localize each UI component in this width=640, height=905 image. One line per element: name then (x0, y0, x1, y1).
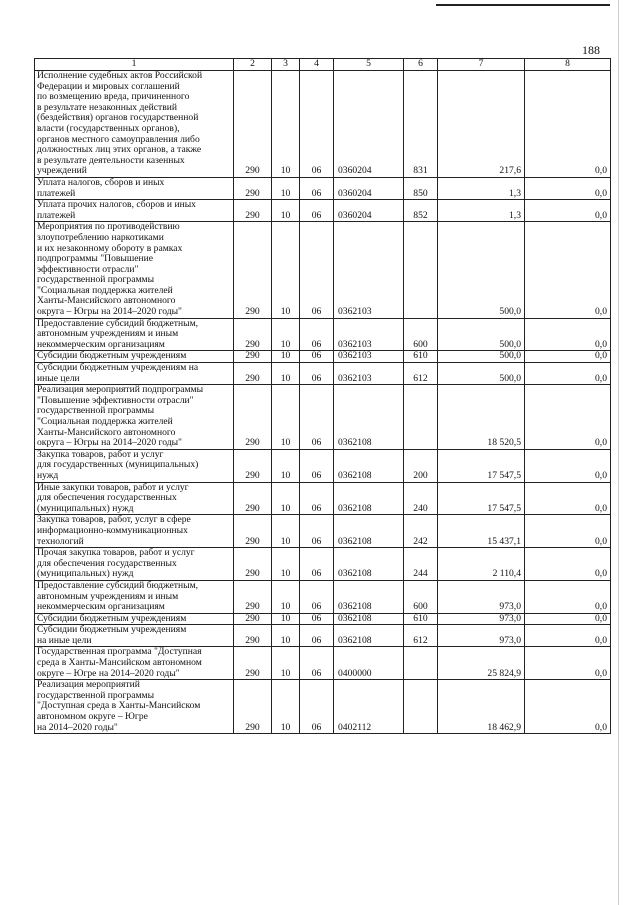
row-subsection: 06 (300, 482, 334, 515)
row-subsection: 06 (300, 680, 334, 734)
row-amount: 25 824,9 (438, 647, 525, 680)
row-target-article: 0362108 (334, 580, 404, 613)
row-amount: 17 547,5 (438, 482, 525, 515)
row-section: 10 (272, 385, 300, 450)
col-header-8: 8 (525, 59, 611, 71)
row-amount-2: 0,0 (525, 351, 611, 363)
row-amount-2: 0,0 (525, 580, 611, 613)
row-admin-code: 290 (234, 318, 272, 351)
row-target-article: 0362108 (334, 625, 404, 647)
row-section: 10 (272, 515, 300, 548)
row-subsection: 06 (300, 351, 334, 363)
row-target-article: 0360204 (334, 71, 404, 178)
row-subsection: 06 (300, 71, 334, 178)
row-amount-2: 0,0 (525, 482, 611, 515)
row-name: Субсидии бюджетным учреждениям (35, 351, 234, 363)
row-section: 10 (272, 449, 300, 482)
row-name: Субсидии бюджетным учреждениям на иные цели (35, 625, 234, 647)
row-amount: 18 520,5 (438, 385, 525, 450)
row-expense-type: 612 (404, 625, 438, 647)
row-name: Иные закупки товаров, работ и услуг для обеспечения государственных (муниципальных) нужд (35, 482, 234, 515)
row-subsection: 06 (300, 515, 334, 548)
row-amount-2: 0,0 (525, 449, 611, 482)
table-row (35, 647, 611, 680)
row-amount-2: 0,0 (525, 200, 611, 222)
row-admin-code: 290 (234, 200, 272, 222)
row-expense-type (404, 385, 438, 450)
row-name: Прочая закупка товаров, работ и услуг для обеспечения государственных (муниципальных) нужд (35, 548, 234, 581)
table-row (35, 385, 611, 450)
table-row (35, 318, 611, 351)
row-amount-2: 0,0 (525, 363, 611, 385)
row-section: 10 (272, 580, 300, 613)
table-row (35, 580, 611, 613)
row-amount: 500,0 (438, 222, 525, 318)
row-name: Уплата налогов, сборов и иных платежей (35, 177, 234, 199)
row-amount-2: 0,0 (525, 647, 611, 680)
row-section: 10 (272, 222, 300, 318)
row-section: 10 (272, 351, 300, 363)
row-subsection: 06 (300, 385, 334, 450)
row-amount: 973,0 (438, 613, 525, 625)
row-admin-code: 290 (234, 222, 272, 318)
row-amount: 217,6 (438, 71, 525, 178)
row-name: Уплата прочих налогов, сборов и иных платежей (35, 200, 234, 222)
row-target-article: 0362108 (334, 613, 404, 625)
row-expense-type: 852 (404, 200, 438, 222)
row-admin-code: 290 (234, 515, 272, 548)
row-subsection: 06 (300, 449, 334, 482)
table-row (35, 71, 611, 178)
row-amount-2: 0,0 (525, 680, 611, 734)
table-row (35, 548, 611, 581)
table-row (35, 625, 611, 647)
row-expense-type: 244 (404, 548, 438, 581)
row-section: 10 (272, 363, 300, 385)
row-name: Реализация мероприятий подпрограммы "Повышение эффективности отрасли" государственной программы "Социальная поддержка жителей Ханты-Мансийского автономного округа – Югры на 2014–2020 годы" (35, 385, 234, 450)
row-expense-type: 600 (404, 580, 438, 613)
row-section: 10 (272, 177, 300, 199)
row-admin-code: 290 (234, 548, 272, 581)
row-admin-code: 290 (234, 613, 272, 625)
col-header-1: 1 (35, 59, 234, 71)
table-row (35, 177, 611, 199)
row-section: 10 (272, 71, 300, 178)
table-row (35, 680, 611, 734)
row-name: Субсидии бюджетным учреждениям (35, 613, 234, 625)
header-row (35, 59, 611, 71)
row-expense-type: 240 (404, 482, 438, 515)
col-header-3: 3 (272, 59, 300, 71)
row-amount-2: 0,0 (525, 177, 611, 199)
row-amount-2: 0,0 (525, 613, 611, 625)
row-target-article: 0362108 (334, 482, 404, 515)
row-expense-type (404, 680, 438, 734)
row-admin-code: 290 (234, 71, 272, 178)
table-row (35, 613, 611, 625)
row-amount-2: 0,0 (525, 71, 611, 178)
row-target-article: 0360204 (334, 177, 404, 199)
row-amount-2: 0,0 (525, 222, 611, 318)
row-admin-code: 290 (234, 177, 272, 199)
row-expense-type (404, 647, 438, 680)
row-name: Субсидии бюджетным учреждениям на иные цели (35, 363, 234, 385)
row-expense-type: 831 (404, 71, 438, 178)
budget-table (34, 58, 611, 734)
row-subsection: 06 (300, 548, 334, 581)
row-name: Предоставление субсидий бюджетным, автономным учреждениям и иным некоммерческим организациям (35, 580, 234, 613)
row-amount-2: 0,0 (525, 625, 611, 647)
row-name: Реализация мероприятий государственной программы "Доступная среда в Ханты-Мансийском автономном округе – Югре на 2014–2020 годы" (35, 680, 234, 734)
row-name: Закупка товаров, работ и услуг для государственных (муниципальных) нужд (35, 449, 234, 482)
row-subsection: 06 (300, 625, 334, 647)
col-header-2: 2 (234, 59, 272, 71)
table-row (35, 222, 611, 318)
row-amount: 1,3 (438, 177, 525, 199)
table-row (35, 449, 611, 482)
row-admin-code: 290 (234, 351, 272, 363)
row-section: 10 (272, 613, 300, 625)
row-amount: 500,0 (438, 351, 525, 363)
row-subsection: 06 (300, 318, 334, 351)
row-admin-code: 290 (234, 449, 272, 482)
row-target-article: 0362108 (334, 449, 404, 482)
row-section: 10 (272, 647, 300, 680)
row-target-article: 0360204 (334, 200, 404, 222)
table-row (35, 200, 611, 222)
row-target-article: 0362108 (334, 385, 404, 450)
row-name: Исполнение судебных актов Российской Федерации и мировых соглашений по возмещению вреда, причиненного в результате незаконных действий (бездействия) органов государственной власти (государственных органов), органов местного самоуправления либо должностных лиц этих органов, а также в результате деятельности казенных учреждений (35, 71, 234, 178)
row-subsection: 06 (300, 363, 334, 385)
row-subsection: 06 (300, 647, 334, 680)
row-section: 10 (272, 548, 300, 581)
row-name: Закупка товаров, работ, услуг в сфере информационно-коммуникационных технологий (35, 515, 234, 548)
row-section: 10 (272, 200, 300, 222)
row-section: 10 (272, 680, 300, 734)
row-amount-2: 0,0 (525, 318, 611, 351)
row-target-article: 0362108 (334, 548, 404, 581)
row-amount: 18 462,9 (438, 680, 525, 734)
row-subsection: 06 (300, 580, 334, 613)
row-admin-code: 290 (234, 580, 272, 613)
row-amount-2: 0,0 (525, 515, 611, 548)
row-amount: 15 437,1 (438, 515, 525, 548)
row-target-article: 0362103 (334, 222, 404, 318)
row-section: 10 (272, 625, 300, 647)
row-subsection: 06 (300, 200, 334, 222)
row-admin-code: 290 (234, 385, 272, 450)
row-amount: 2 110,4 (438, 548, 525, 581)
top-rule (436, 4, 610, 6)
row-expense-type: 610 (404, 613, 438, 625)
col-header-5: 5 (334, 59, 404, 71)
row-amount: 500,0 (438, 363, 525, 385)
row-expense-type: 612 (404, 363, 438, 385)
col-header-6: 6 (404, 59, 438, 71)
col-header-7: 7 (438, 59, 525, 71)
row-amount: 500,0 (438, 318, 525, 351)
row-subsection: 06 (300, 177, 334, 199)
row-target-article: 0400000 (334, 647, 404, 680)
col-header-4: 4 (300, 59, 334, 71)
row-admin-code: 290 (234, 363, 272, 385)
row-admin-code: 290 (234, 647, 272, 680)
row-expense-type: 850 (404, 177, 438, 199)
row-admin-code: 290 (234, 482, 272, 515)
row-name: Предоставление субсидий бюджетным, автономным учреждениям и иным некоммерческим организациям (35, 318, 234, 351)
row-amount: 1,3 (438, 200, 525, 222)
table-row (35, 351, 611, 363)
row-expense-type: 200 (404, 449, 438, 482)
table-row (35, 515, 611, 548)
row-target-article: 0362108 (334, 515, 404, 548)
row-target-article: 0362103 (334, 351, 404, 363)
row-admin-code: 290 (234, 680, 272, 734)
row-expense-type: 242 (404, 515, 438, 548)
row-subsection: 06 (300, 613, 334, 625)
page-edge (618, 0, 619, 905)
row-expense-type: 600 (404, 318, 438, 351)
row-expense-type (404, 222, 438, 318)
row-amount-2: 0,0 (525, 548, 611, 581)
row-amount: 973,0 (438, 625, 525, 647)
row-admin-code: 290 (234, 625, 272, 647)
row-section: 10 (272, 318, 300, 351)
row-target-article: 0362103 (334, 318, 404, 351)
row-amount: 17 547,5 (438, 449, 525, 482)
row-target-article: 0362103 (334, 363, 404, 385)
row-expense-type: 610 (404, 351, 438, 363)
page-number: 188 (582, 43, 600, 57)
row-section: 10 (272, 482, 300, 515)
table-row (35, 363, 611, 385)
row-amount: 973,0 (438, 580, 525, 613)
row-name: Мероприятия по противодействию злоупотреблению наркотиками и их незаконному обороту в рамках подпрограммы "Повышение эффективности отрасли" государственной программы "Социальная поддержка жителей Ханты-Мансийского автономного округа – Югры на 2014–2020 годы" (35, 222, 234, 318)
table-row (35, 482, 611, 515)
row-amount-2: 0,0 (525, 385, 611, 450)
row-subsection: 06 (300, 222, 334, 318)
row-target-article: 0402112 (334, 680, 404, 734)
row-name: Государственная программа "Доступная среда в Ханты-Мансийском автономном округе – Югре на 2014–2020 годы" (35, 647, 234, 680)
